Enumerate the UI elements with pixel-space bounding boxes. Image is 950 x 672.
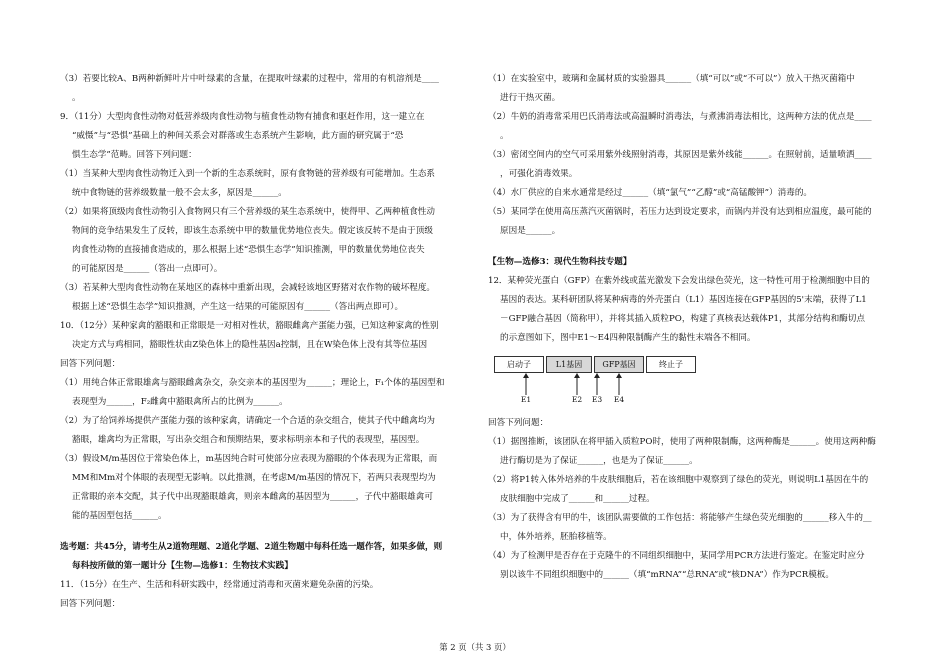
q12-part2-line1: （2）将P1转入体外培养的牛皮肤细胞后，若在该细胞中观察到了绿色的荧光，则说明L1基因在牛的 [488,475,869,485]
e1-arrow-icon [522,373,530,395]
q11-part2-line2: 。 [500,131,509,141]
q12-stem-line4: 的示意图如下，图中E1～E4四种限制酶产生的黏性末端各不相同。 [500,333,756,343]
l1-gene-box: L1基因 [546,356,592,373]
q10-stem-line3: 回答下列问题： [60,359,121,369]
q12-part4-line2: 别以该牛不同组织细胞中的______（填“mRNA”“总RNA”或“核DNA”）作为PCR模板。 [500,570,834,580]
q11-part2-line1: （2）牛奶的消毒常采用巴氏消毒法或高温瞬时消毒法，与煮沸消毒法相比，这两种方法的优点是____ [488,112,872,122]
plasmid-diagram [492,354,732,410]
q11-part1-line2: 进行干热灭菌。 [500,93,561,103]
elective-heading-bio3: 【生物—选修3：现代生物科技专题】 [488,257,632,267]
q12-part1-line1: （1）据图推断，该团队在将甲插入质粒PO时，使用了两种限制酶，这两种酶是______。使用这两种酶 [488,437,876,447]
q11-part3-line2: ，可强化消毒效果。 [500,169,578,179]
q9-part2-line4: 的可能原因是______（答出一点即可）。 [72,264,223,274]
q9-stem-line3: 惧生态学”范畴。回答下列问题： [72,150,197,160]
q10-stem-line2: 决定方式与鸡相同，豁眼性状由Z染色体上的隐性基因a控制，且在W染色体上没有其等位基因 [72,340,428,350]
q11-stem: 11．（15分）在生产、生活和科研实践中，经常通过消毒和灭菌来避免杂菌的污染。 [60,580,379,590]
q8-part3-line1: （3）若要比较A、B两种新鲜叶片中叶绿素的含量，在提取叶绿素的过程中，常用的有机溶剂是____ [60,74,439,84]
q9-part2-line2: 物间的竞争结果发生了反转，即该生态系统中甲的数量优势地位丧失。假定该反转不是由于顶级 [72,226,433,236]
q10-part3-line3: 正常眼的亲本交配，其子代中出现豁眼雄禽，则亲本雌禽的基因型为______，子代中豁眼雄禽可 [72,492,433,502]
q9-part2-line3: 肉食性动物的直接捕食造成的，那么根据上述“恐惧生态学”知识推测，甲的数量优势地位丧失 [72,245,425,255]
q12-part2-line2: 皮肤细胞中完成了______和______过程。 [500,494,655,504]
q10-part1-line1: （1）用纯合体正常眼雄禽与豁眼雌禽杂交，杂交亲本的基因型为______；理论上，F₁个体的基因型和 [60,378,445,388]
q9-stem-line2: “威慑”与“恐惧”基础上的种间关系会对群落或生态系统产生影响，此方面的研究属于“恐 [72,131,404,141]
q8-part3-line2: 。 [72,93,81,103]
q10-part3-line1: （3）假设M/m基因位于常染色体上，m基因纯合时可使部分应表现为豁眼的个体表现为正常眼，而 [60,454,438,464]
q10-part1-line2: 表现型为______，F₂雌禽中豁眼禽所占的比例为______。 [72,397,288,407]
q9-part3-line2: 根据上述“恐惧生态学”知识推测，产生这一结果的可能原因有______（答出两点即可）。 [72,302,404,312]
q9-stem-line1: 9．（11分）大型肉食性动物对低营养级肉食性动物与植食性动物有捕食和驱赶作用，这一建立在 [60,112,425,122]
q10-stem-line1: 10．（12分）某种家禽的豁眼和正常眼是一对相对性状，豁眼雌禽产蛋能力强，已知这种家禽的性别 [60,321,439,331]
q10-part3-line2: MM和Mm对个体眼的表现型无影响。以此推测，在考虑M/m基因的情况下，若两只表现型均为 [72,473,436,483]
q9-part3-line1: （3）若某种大型肉食性动物在某地区的森林中重新出现，会减轻该地区野猪对农作物的破坏程度。 [60,283,436,293]
q12-part1-line2: 进行酶切是为了保证______，也是为了保证______。 [500,456,698,466]
e2-arrow-icon [573,373,581,395]
q10-part3-line4: 能的基因型包括______。 [72,511,167,521]
q12-part3-line1: （3）为了获得含有甲的牛，该团队需要做的工作包括：将能够产生绿色荧光细胞的______移入牛的__ [488,513,872,523]
elective-heading-line2: 每科按所做的第一题计分【生物—选修1：生物技术实践】 [72,561,293,571]
q12-part3-line2: 中，体外培养，胚胎移植等。 [500,532,612,542]
q11-part5-line1: （5）某同学在使用高压蒸汽灭菌锅时，若压力达到设定要求，而锅内并没有达到相应温度，最可能的 [488,207,872,217]
gfp-gene-box: GFP基因 [594,356,644,373]
e1-label: E1 [520,395,532,404]
q12-part4-line1: （4）为了检测甲是否存在于克隆牛的不同组织细胞中，某同学用PCR方法进行鉴定。在鉴定时应分 [488,551,865,561]
e3-label: E3 [591,395,603,404]
left-column [60,70,472,614]
q9-part1-line1: （1）当某种大型肉食性动物迁入到一个新的生态系统时，原有食物链的营养级有可能增加。生态系 [60,169,436,179]
q10-part2-line2: 豁眼，雄禽均为正常眼，写出杂交组合和预期结果，要求标明亲本和子代的表现型，基因型。 [72,435,425,445]
q10-part2-line1: （2）为了给饲养场提供产蛋能力强的该种家禽，请确定一个合适的杂交组合，使其子代中雌禽均为 [60,416,436,426]
e2-label: E2 [571,395,583,404]
right-column [488,70,888,585]
q11-part4: （4）水厂供应的自来水通常是经过______（填“氯气”“乙醇”或“高锰酸钾”）消毒的。 [488,188,813,198]
q11-part3-line1: （3）密闭空间内的空气可采用紫外线照射消毒，其原因是紫外线能______。在照射前，适量喷洒____ [488,150,872,160]
page-footer: 第 2 页（共 3 页） [439,642,511,652]
e4-arrow-icon [615,373,623,395]
q12-stem-line3: －GFP融合基因（简称甲），并将其插入质粒PO，构建了真核表达载体P1，其部分结构和酶切点 [500,314,865,324]
q9-part2-line1: （2）如果将顶级肉食性动物引入食物网只有三个营养级的某生态系统中，使得甲、乙两种植食性动 [60,207,436,217]
promoter-box: 启动子 [494,356,544,373]
e3-arrow-icon [593,373,601,395]
terminator-box: 终止子 [646,356,696,373]
q11-prompt: 回答下列问题： [60,599,121,609]
q11-part5-line2: 原因是______。 [500,226,561,236]
e4-label: E4 [613,395,625,404]
q12-prompt: 回答下列问题： [488,418,549,428]
elective-heading-line1: 选考题：共45分，请考生从2道物理题、2道化学题、2道生物题中每科任选一题作答，如果多做，则 [60,542,443,552]
q9-part1-line2: 统中食物链的营养级数量一般不会太多，原因是______。 [72,188,287,198]
q12-stem-line1: 12．某种荧光蛋白（GFP）在紫外线或蓝光激发下会发出绿色荧光，这一特性可用于检测细胞中目的 [488,276,870,286]
q12-stem-line2: 基因的表达。某科研团队将某种病毒的外壳蛋白（L1）基因连接在GFP基因的5'末端，获得了L1 [500,295,867,305]
q11-part1-line1: （1）在实验室中，玻璃和金属材质的实验器具______（填“可以”或“不可以”）放入干热灭菌箱中 [488,74,855,84]
